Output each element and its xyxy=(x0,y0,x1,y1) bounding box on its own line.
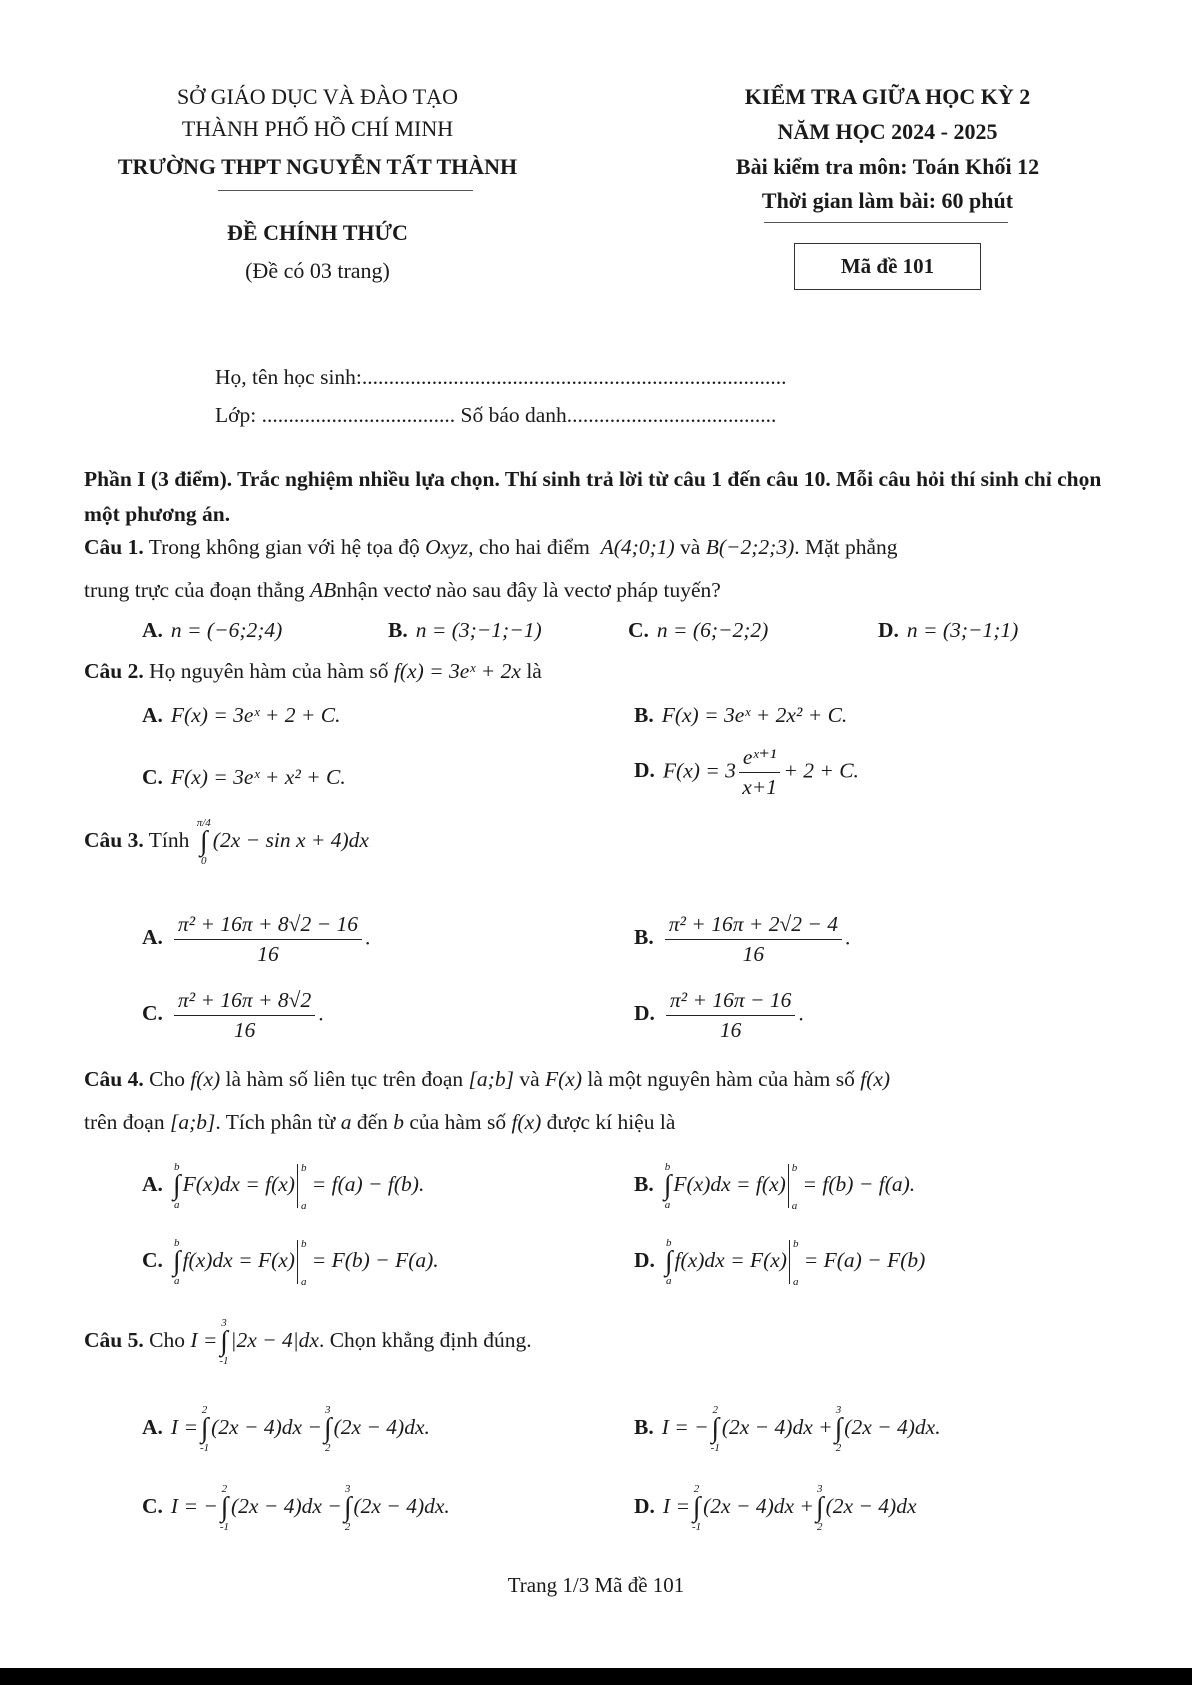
int-upper: 3 xyxy=(817,1483,823,1495)
q4-Fx: F(x) xyxy=(545,1067,582,1091)
q1-d-text: n = (3;−1;1) xyxy=(906,618,1019,642)
bar-lower: a xyxy=(791,1200,798,1213)
int-upper: b xyxy=(173,1237,180,1249)
integral xyxy=(665,1238,673,1287)
school-name: TRƯỜNG THPT NGUYỄN TẤT THÀNH xyxy=(117,154,518,179)
q4-interval-2: [a;b] xyxy=(169,1110,216,1134)
pages-note: (Đề có 03 trang) xyxy=(245,258,390,283)
dept-name: SỞ GIÁO DỤC VÀ ĐÀO TẠO xyxy=(177,84,458,109)
int-upper: 3 xyxy=(221,1317,227,1329)
id-field[interactable]: ....................................... xyxy=(566,403,777,427)
q5-tail: . Chọn khẳng định đúng. xyxy=(318,1328,532,1353)
integral xyxy=(344,1484,352,1533)
q5-option-a[interactable] xyxy=(142,1405,430,1454)
int-lower: -1 xyxy=(219,1354,229,1367)
q3-b-num: π² + 16π + 2√2 − 4 xyxy=(665,912,842,940)
q5-a-I: I = xyxy=(170,1415,198,1440)
integral-sign: ∫ xyxy=(343,1492,352,1523)
q3-lower: 0 xyxy=(201,854,207,867)
school-underline xyxy=(218,190,473,191)
q1-text: Trong không gian với hệ tọa độ xyxy=(148,535,420,559)
q5-integrand: |2x − 4|dx xyxy=(230,1328,319,1353)
opt-label: C. xyxy=(142,765,163,789)
q1-oxyz: Oxyz xyxy=(425,535,469,559)
q5-d-mid: (2x − 4)dx + xyxy=(703,1494,814,1519)
q2-stem xyxy=(84,659,542,684)
q5-I: I = xyxy=(190,1328,218,1353)
opt-label: B. xyxy=(634,1415,654,1440)
integral-sign: ∫ xyxy=(711,1413,720,1444)
q3-option-d[interactable]: D. $\frac{\text{π² + 16π − 16}}{16}$ . xyxy=(634,988,804,1042)
q5-c-end: (2x − 4)dx. xyxy=(353,1494,450,1519)
q1-a-text: n = (−6;2;4) xyxy=(170,618,283,642)
q4-d-right: = F(a) − F(b) xyxy=(803,1248,926,1273)
int-lower: a xyxy=(173,1274,180,1287)
q2-d-num: eˣ⁺¹ xyxy=(739,745,780,773)
q1-option-a[interactable] xyxy=(142,618,282,643)
integral xyxy=(173,1238,181,1287)
name-field[interactable]: ............................................................................... xyxy=(361,365,787,389)
q4-fx-3: f(x) xyxy=(511,1110,542,1134)
q3-integral xyxy=(197,818,211,867)
q2-a-text: F(x) = 3eˣ + 2 + C. xyxy=(170,703,341,727)
int-upper: b xyxy=(665,1237,672,1249)
q5-d-end: (2x − 4)dx xyxy=(825,1494,917,1519)
q4-a: a xyxy=(340,1110,352,1134)
q4-text-b: là hàm số liên tục trên đoạn xyxy=(225,1067,464,1091)
q3-text: Tính xyxy=(148,828,190,853)
q1-line2-text: trung trực của đoạn thẳng xyxy=(84,578,305,602)
bar-lower: a xyxy=(792,1276,799,1289)
q5-option-c[interactable] xyxy=(142,1484,450,1533)
integral-sign: ∫ xyxy=(220,1326,228,1357)
opt-label: B. xyxy=(634,703,654,727)
q3-a-den: 16 xyxy=(257,942,279,966)
opt-label: D. xyxy=(634,1494,655,1519)
bar-upper: b xyxy=(300,1162,307,1175)
integral-sign: ∫ xyxy=(834,1413,843,1444)
q1-c-text: n = (6;−2;2) xyxy=(656,618,769,642)
q3-a-fraction xyxy=(174,912,362,967)
integral-sign: ∫ xyxy=(323,1413,332,1444)
bar-upper: b xyxy=(792,1238,799,1251)
q3-b-fraction xyxy=(665,912,842,967)
q4-line2 xyxy=(84,1110,675,1135)
q1-option-c[interactable] xyxy=(628,618,768,643)
q4-interval: [a;b] xyxy=(468,1067,514,1091)
int-upper: 3 xyxy=(325,1404,331,1416)
int-lower: -1 xyxy=(219,1520,230,1533)
q4-c-right: = F(b) − F(a). xyxy=(311,1248,439,1273)
q2-option-c[interactable] xyxy=(142,765,346,790)
opt-label: A. xyxy=(142,618,163,642)
class-label: Lớp: xyxy=(215,403,257,427)
opt-label: C. xyxy=(142,1001,163,1026)
opt-label: A. xyxy=(142,1415,163,1440)
opt-label: B. xyxy=(634,925,654,950)
opt-label: A. xyxy=(142,925,163,950)
subject: Bài kiểm tra môn: Toán Khối 12 xyxy=(735,154,1040,179)
q1-label: Câu 1. xyxy=(84,535,144,559)
q3-c-den: 16 xyxy=(233,1018,256,1042)
int-lower: 2 xyxy=(817,1520,823,1533)
q1-option-b[interactable] xyxy=(388,618,542,643)
int-upper: b xyxy=(664,1161,671,1173)
q2-option-a[interactable] xyxy=(142,703,341,728)
integral-sign: ∫ xyxy=(200,1413,209,1444)
q5-c-I: I = − xyxy=(170,1494,218,1519)
int-upper: 2 xyxy=(221,1483,228,1495)
int-upper: 2 xyxy=(712,1404,718,1416)
q4-option-b[interactable] xyxy=(634,1162,915,1211)
int-lower: a xyxy=(665,1274,672,1287)
q5-a-end: (2x − 4)dx. xyxy=(333,1415,430,1440)
bar-lower: a xyxy=(300,1276,307,1289)
q4-text-d: là một nguyên hàm của hàm số xyxy=(587,1067,855,1091)
q5-option-b[interactable] xyxy=(634,1405,941,1454)
official-label: ĐỀ CHÍNH THỨC xyxy=(227,220,408,245)
int-lower: -1 xyxy=(691,1520,702,1533)
integral-sign: ∫ xyxy=(692,1492,701,1523)
q3-label: Câu 3. xyxy=(84,828,144,853)
bar-lower: a xyxy=(300,1200,307,1213)
eval-bar xyxy=(789,1238,799,1289)
q4-b-right: = f(b) − f(a). xyxy=(802,1172,916,1197)
q2-option-b[interactable] xyxy=(634,703,847,728)
q2-b-text: F(x) = 3eˣ + 2x² + C. xyxy=(661,703,848,727)
q3-option-a[interactable]: A. $\frac{\text{π² + 16π + 8√2 − 16}}{16}$ . xyxy=(142,912,371,966)
q4-b: b xyxy=(393,1110,404,1134)
exam-title: KIỂM TRA GIỮA HỌC KỲ 2 xyxy=(744,84,1031,109)
integral xyxy=(711,1405,720,1454)
q3-integrand: (2x − sin x + 4)dx xyxy=(212,828,369,853)
q1-point-a: A(4;0;1) xyxy=(600,535,675,559)
int-upper: 2 xyxy=(201,1404,208,1416)
q1-line2-tail: nhận vectơ nào sau đây là vectơ pháp tuyến? xyxy=(336,578,721,602)
q4-l2-text: trên đoạn xyxy=(84,1110,165,1134)
q2-option-d[interactable] xyxy=(634,745,859,800)
student-name-line xyxy=(215,365,787,390)
q1-line1 xyxy=(84,535,898,560)
class-line xyxy=(215,403,776,428)
q5-b-I: I = − xyxy=(661,1415,709,1440)
int-lower: a xyxy=(173,1198,180,1211)
q4-d-left: f(x)dx = F(x) xyxy=(674,1248,787,1273)
q2-label: Câu 2. xyxy=(84,659,144,683)
q2-c-text: F(x) = 3eˣ + x² + C. xyxy=(170,765,346,789)
eval-bar xyxy=(788,1162,798,1213)
q4-b-left: F(x)dx = f(x) xyxy=(673,1172,786,1197)
q4-a-left: F(x)dx = f(x) xyxy=(182,1172,295,1197)
q1-option-d[interactable] xyxy=(878,618,1018,643)
integral xyxy=(220,1484,229,1533)
q5-a-mid: (2x − 4)dx − xyxy=(211,1415,322,1440)
int-upper: 3 xyxy=(344,1483,351,1495)
int-lower: -1 xyxy=(199,1441,210,1454)
int-lower: 2 xyxy=(344,1520,351,1533)
integral xyxy=(219,1318,228,1367)
int-upper: 3 xyxy=(835,1404,842,1416)
integral xyxy=(664,1162,672,1211)
exam-code: Mã đề 101 xyxy=(840,254,935,278)
integral xyxy=(835,1405,843,1454)
q5-option-d[interactable] xyxy=(634,1484,917,1533)
q1-and: và xyxy=(680,535,701,559)
q3-upper: π/4 xyxy=(196,817,211,829)
opt-label: B. xyxy=(634,1172,654,1197)
q4-l2-text-c: đến xyxy=(356,1110,388,1134)
q2-tail: là xyxy=(526,659,542,683)
q5-b-mid: (2x − 4)dx + xyxy=(721,1415,833,1440)
q1-line2 xyxy=(84,578,721,603)
q2-d-pre: F(x) = 3 xyxy=(662,758,736,783)
q5-b-end: (2x − 4)dx. xyxy=(844,1415,941,1440)
class-field[interactable]: .................................... xyxy=(261,403,456,427)
integral-sign: ∫ xyxy=(663,1170,672,1201)
q1-point-b: B(−2;2;3) xyxy=(705,535,795,559)
q3-c-num: π² + 16π + 8√2 xyxy=(174,988,315,1016)
q5-text: Cho xyxy=(149,1328,185,1353)
q4-text-c: và xyxy=(519,1067,540,1091)
integral-sign: ∫ xyxy=(172,1170,181,1201)
integral xyxy=(324,1405,332,1454)
integral xyxy=(173,1162,181,1211)
q4-l2-text-b: . Tích phân từ xyxy=(215,1110,336,1134)
eval-bar xyxy=(297,1238,307,1289)
int-lower: 2 xyxy=(835,1441,842,1454)
int-lower: 2 xyxy=(325,1441,331,1454)
integral-sign: ∫ xyxy=(199,826,208,857)
q4-line1 xyxy=(84,1067,890,1092)
q4-text: Cho xyxy=(149,1067,185,1091)
integral-sign: ∫ xyxy=(220,1492,229,1523)
q3-d-num: π² + 16π − 16 xyxy=(666,988,796,1016)
q3-b-den: 16 xyxy=(742,942,765,966)
city-name: THÀNH PHỐ HỒ CHÍ MINH xyxy=(181,116,454,141)
q3-d-den: 16 xyxy=(719,1018,742,1042)
q2-d-den: x+1 xyxy=(742,775,778,799)
q3-stem xyxy=(84,818,369,867)
duration: Thời gian làm bài: 60 phút xyxy=(761,188,1014,213)
integral-sign: ∫ xyxy=(815,1492,824,1523)
q1-b-text: n = (3;−1;−1) xyxy=(415,618,542,642)
q4-option-c[interactable] xyxy=(142,1238,439,1287)
q3-a-num: π² + 16π + 8√2 − 16 xyxy=(174,912,362,940)
integral xyxy=(692,1484,701,1533)
q4-option-a[interactable] xyxy=(142,1162,424,1211)
bottom-border xyxy=(0,1668,1192,1685)
q3-option-b[interactable]: B. $\frac{\text{π² + 16π + 2√2 − 4}}{16}$ . xyxy=(634,912,851,966)
integral xyxy=(816,1484,824,1533)
opt-label: C. xyxy=(628,618,649,642)
int-lower: -1 xyxy=(710,1441,720,1454)
int-upper: b xyxy=(173,1161,180,1173)
q5-c-mid: (2x − 4)dx − xyxy=(231,1494,342,1519)
name-label: Họ, tên học sinh: xyxy=(215,365,362,389)
q2-func: f(x) = 3eˣ + 2x xyxy=(393,659,521,683)
q4-l2-text-e: được kí hiệu là xyxy=(546,1110,676,1134)
q4-a-right: = f(a) − f(b). xyxy=(311,1172,425,1197)
page-footer: Trang 1/3 Mã đề 101 xyxy=(507,1573,685,1597)
exam-code-box xyxy=(794,243,981,290)
opt-label: A. xyxy=(142,1172,163,1197)
opt-label: D. xyxy=(634,1001,655,1026)
opt-label: C. xyxy=(142,1248,163,1273)
q2-d-post: + 2 + C. xyxy=(783,758,859,783)
opt-label: A. xyxy=(142,703,163,727)
q4-l2-text-d: của hàm số xyxy=(409,1110,507,1134)
q4-option-d[interactable] xyxy=(634,1238,925,1287)
q1-text-c: . Mặt phẳng xyxy=(794,535,898,559)
integral xyxy=(200,1405,209,1454)
q2-d-fraction xyxy=(739,745,780,800)
opt-label: B. xyxy=(388,618,408,642)
q1-ab: AB xyxy=(309,578,337,602)
q4-c-left: f(x)dx = F(x) xyxy=(182,1248,295,1273)
integral-sign: ∫ xyxy=(664,1246,673,1277)
int-upper: 2 xyxy=(693,1483,700,1495)
integral-sign: ∫ xyxy=(172,1246,181,1277)
id-label: Số báo danh xyxy=(460,403,567,427)
bar-upper: b xyxy=(791,1162,798,1175)
q5-stem xyxy=(84,1318,532,1367)
q5-d-I: I = xyxy=(662,1494,690,1519)
q4-fx: f(x) xyxy=(190,1067,221,1091)
q2-text: Họ nguyên hàm của hàm số xyxy=(149,659,389,683)
q3-d-fraction xyxy=(666,988,796,1043)
q4-label: Câu 4. xyxy=(84,1067,144,1091)
duration-underline xyxy=(764,222,1008,223)
eval-bar xyxy=(297,1162,307,1213)
opt-label: D. xyxy=(878,618,899,642)
opt-label: D. xyxy=(634,1248,655,1273)
opt-label: D. xyxy=(634,758,655,783)
q3-option-c[interactable]: C. $\frac{\text{π² + 16π + 8√2}}{16}$ . xyxy=(142,988,324,1042)
q3-c-fraction xyxy=(174,988,315,1043)
q5-label: Câu 5. xyxy=(84,1328,144,1353)
q4-fx-2: f(x) xyxy=(860,1067,891,1091)
bar-upper: b xyxy=(300,1238,307,1251)
section-title: Phần I (3 điểm). Trắc nghiệm nhiều lựa chọn. Thí sinh trả lời từ câu 1 đến câu 10. Mỗi câu hỏi thí sinh chỉ chọn một phương án. xyxy=(84,467,1102,526)
school-year: NĂM HỌC 2024 - 2025 xyxy=(777,119,998,144)
int-lower: a xyxy=(664,1198,671,1211)
opt-label: C. xyxy=(142,1494,163,1519)
q1-text-b: , cho hai điểm xyxy=(468,535,590,559)
